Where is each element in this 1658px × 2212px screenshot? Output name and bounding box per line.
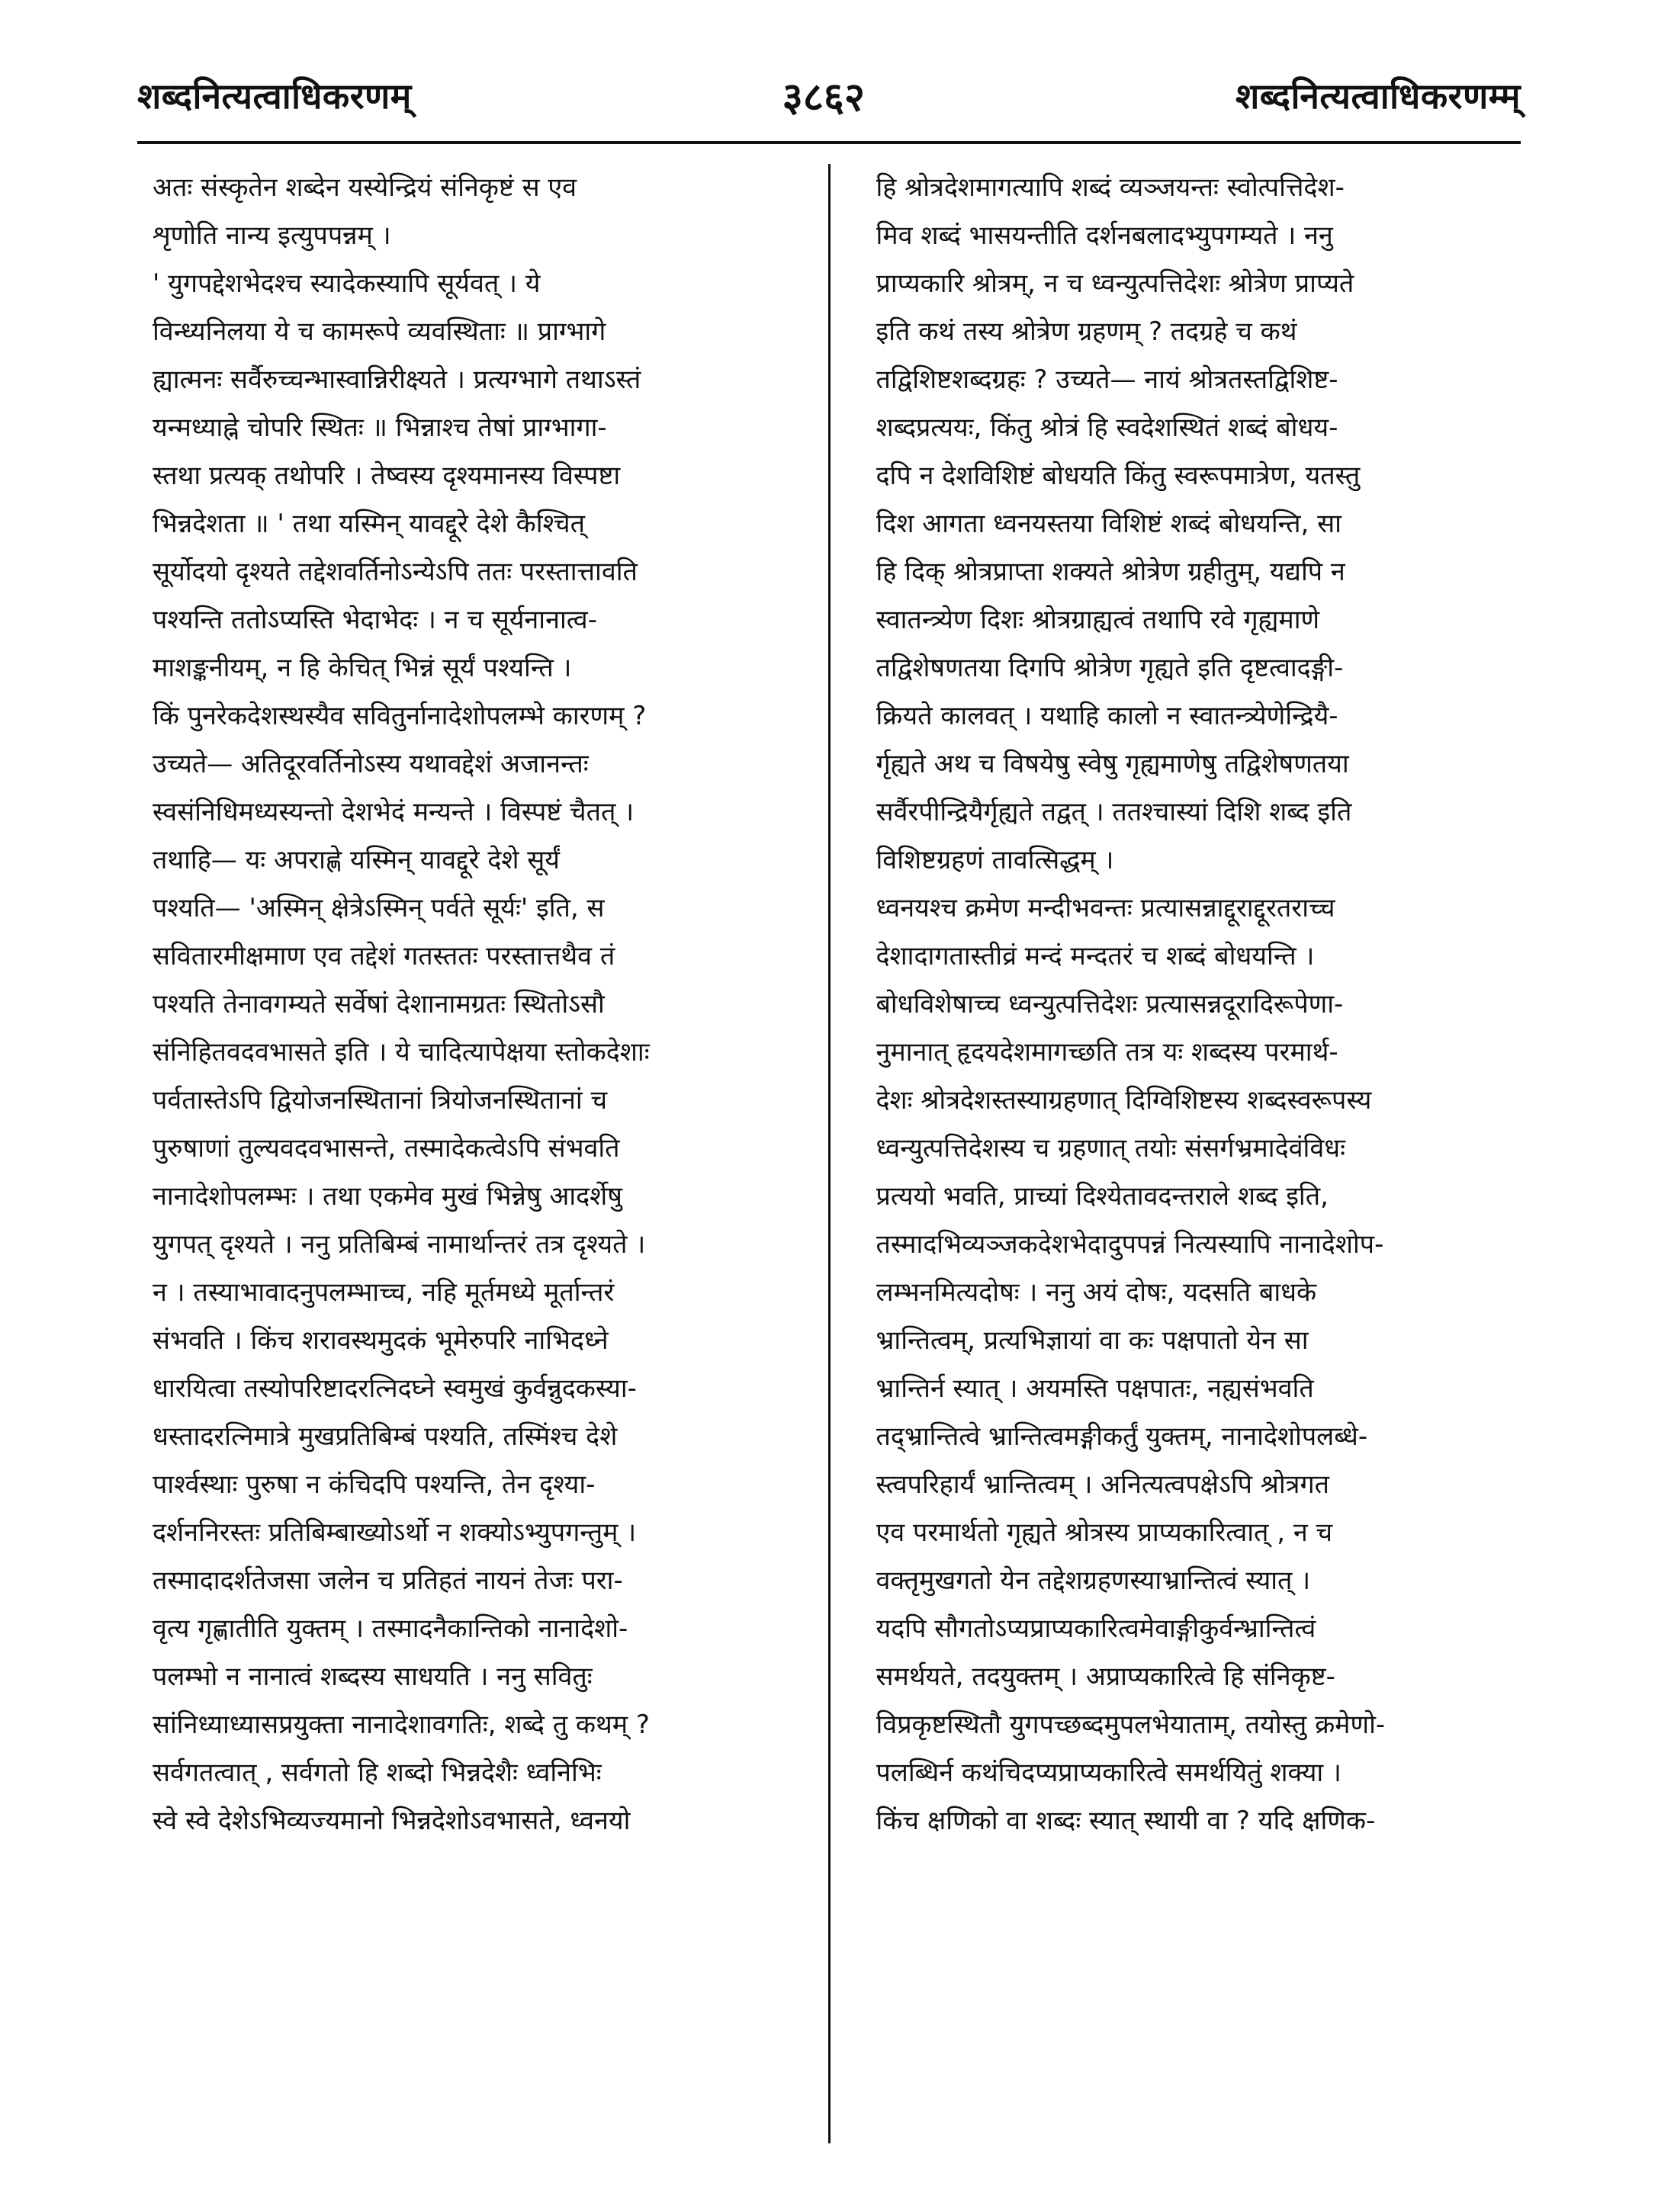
text-line: युगपत् दृश्यते । ननु प्रतिबिम्बं नामार्थान्तरं तत्र दृश्यते ।	[153, 1229, 646, 1260]
text-line: स्वे स्वे देशेऽभिव्यज्यमानो भिन्नदेशोऽवभासते, ध्वनयो	[153, 1806, 631, 1836]
text-line: स्वसंनिधिमध्यस्यन्तो देशभेदं मन्यन्ते । विस्पष्टं चैतत् ।	[153, 797, 635, 827]
text-line: संभवति । किंच शरावस्थमुदकं भूमेरुपरि नाभिदध्ने	[153, 1325, 609, 1356]
text-line: धारयित्वा तस्योपरिष्टादरत्निदघ्ने स्वमुखं कुर्वन्नुदकस्या-	[153, 1373, 637, 1404]
text-line: किं पुनरेकदेशस्थस्यैव सवितुर्नानादेशोपलम्भे कारणम् ?	[153, 701, 647, 731]
text-line: देशादागतास्तीव्रं मन्दं मन्दतरं च शब्दं बोधयन्ति ।	[876, 941, 1315, 971]
text-line: विन्ध्यनिलया ये च कामरूपे व्यवस्थिताः ॥ प्राग्भागे	[153, 316, 606, 347]
text-line: यन्मध्याह्ने चोपरि स्थितः ॥ भिन्नाश्च तेषां प्राग्भागा-	[153, 413, 607, 443]
text-line: समर्थयते, तदयुक्तम् । अप्राप्यकारित्वे हि संनिकृष्ट-	[876, 1661, 1335, 1692]
text-line: स्तथा प्रत्यक् तथोपरि । तेष्वस्य दृश्यमानस्य विस्पष्टा	[153, 461, 621, 491]
text-line: पार्श्वस्थाः पुरुषा न कंचिदपि पश्यन्ति, तेन दृश्या-	[153, 1469, 596, 1500]
text-line: इति कथं तस्य श्रोत्रेण ग्रहणम् ? तदग्रहे च कथं	[876, 316, 1297, 347]
text-line: विशिष्टग्रहणं तावत्सिद्धम् ।	[876, 845, 1114, 875]
text-line: सर्वगतत्वात् , सर्वगतो हि शब्दो भिन्नदेशैः ध्वनिभिः	[153, 1758, 602, 1788]
text-line: बोधविशेषाच्च ध्वन्युत्पत्तिदेशः प्रत्यासन्नदूरादिरूपेणा-	[876, 989, 1344, 1019]
text-line: धस्तादरत्निमात्रे मुखप्रतिबिम्बं पश्यति, तस्मिंश्च देशे	[153, 1421, 618, 1452]
text-line: तद्विशिष्टशब्दग्रहः ? उच्यते— नायं श्रोत्रतस्तद्विशिष्ट-	[876, 364, 1338, 395]
text-line: अतः संस्कृतेन शब्देन यस्येन्द्रियं संनिकृष्टं स एव	[153, 172, 577, 203]
text-line: दिश आगता ध्वनयस्तया विशिष्टं शब्दं बोधयन्ति, सा	[876, 509, 1342, 539]
text-line: वृत्य गृह्णातीति युक्तम् । तस्मादनैकान्तिको नानादेशो-	[153, 1613, 628, 1644]
page-number: ३८६२	[782, 73, 865, 120]
text-line: विप्रकृष्टस्थितौ युगपच्छब्दमुपलभेयाताम्, तयोस्तु क्रमेणो-	[876, 1710, 1386, 1740]
text-line: क्रियते कालवत् । यथाहि कालो न स्वातन्त्र्येणेन्द्रियै-	[876, 701, 1338, 731]
text-line: ' युगपद्देशभेदश्च स्यादेकस्यापि सूर्यवत् । ये	[153, 268, 541, 299]
text-line: तस्मादभिव्यञ्जकदेशभेदादुपपन्नं नित्यस्यापि नानादेशोप-	[876, 1229, 1384, 1260]
text-line: न । तस्याभावादनुपलम्भाच्च, नहि मूर्तमध्ये मूर्तान्तरं	[153, 1277, 615, 1308]
text-line: लम्भनमित्यदोषः । ननु अयं दोषः, यदसति बाधके	[876, 1277, 1317, 1308]
header-rule	[137, 141, 1521, 144]
text-line: शृणोति नान्य इत्युपपन्नम् ।	[153, 220, 391, 251]
text-line: दर्शननिरस्तः प्रतिबिम्बाख्योऽर्थो न शक्योऽभ्युपगन्तुम् ।	[153, 1517, 637, 1548]
text-line: देशः श्रोत्रदेशस्तस्याग्रहणात् दिग्विशिष्टस्य शब्दस्वरूपस्य	[876, 1085, 1372, 1116]
text-line: तद्भ्रान्तित्वे भ्रान्तित्वमङ्गीकर्तुं युक्तम्, नानादेशोपलब्धे-	[876, 1421, 1368, 1452]
text-line: र्गृह्यते अथ च विषयेषु स्वेषु गृह्यमाणेषु तद्विशेषणतया	[876, 749, 1349, 779]
text-line: यदपि सौगतोऽप्यप्राप्यकारित्वमेवाङ्गीकुर्वन्भ्रान्तित्वं	[876, 1613, 1316, 1644]
text-line: माशङ्कनीयम्, न हि केचित् भिन्नं सूर्यं पश्यन्ति ।	[153, 653, 572, 683]
text-line: ध्वनयश्च क्रमेण मन्दीभवन्तः प्रत्यासन्नाद्दूराद्दूरतराच्च	[876, 893, 1335, 923]
text-line: मिव शब्दं भासयन्तीति दर्शनबलादभ्युपगम्यते । ननु	[876, 220, 1333, 251]
text-line: नानादेशोपलम्भः । तथा एकमेव मुखं भिन्नेषु आदर्शेषु	[153, 1181, 622, 1212]
page-header	[137, 53, 1521, 137]
text-line: वक्तृमुखगतो येन तद्देशग्रहणस्याभ्रान्तित्वं स्यात् ।	[876, 1565, 1311, 1596]
text-line: पलब्धिर्न कथंचिदप्यप्राप्यकारित्वे समर्थयितुं शक्या ।	[876, 1758, 1342, 1788]
text-line: प्रत्ययो भवति, प्राच्यां दिश्येतावदन्तराले शब्द इति,	[876, 1181, 1329, 1212]
right-column	[876, 164, 1506, 2143]
text-line: हि श्रोत्रदेशमागत्यापि शब्दं व्यञ्जयन्तः स्वोत्पत्तिदेश-	[876, 172, 1345, 203]
text-line: ह्यात्मनः सर्वैरुच्चन्भास्वान्निरीक्ष्यते । प्रत्यग्भागे तथाऽस्तं	[153, 364, 641, 395]
text-line: पलम्भो न नानात्वं शब्दस्य साधयति । ननु सवितुः	[153, 1661, 593, 1692]
text-line: सूर्योदयो दृश्यते तद्देशवर्तिनोऽन्येऽपि ततः परस्तात्तावति	[153, 557, 638, 587]
text-line: तस्मादादर्शतेजसा जलेन च प्रतिहतं नायनं तेजः परा-	[153, 1565, 623, 1596]
text-line: संनिहितवदवभासते इति । ये चादित्यापेक्षया स्तोकदेशाः	[153, 1037, 650, 1067]
text-line: पर्वतास्तेऽपि द्वियोजनस्थितानां त्रियोजनस्थितानां च	[153, 1085, 608, 1116]
running-title-left: शब्दनित्यत्वाधिकरणम्	[137, 75, 412, 117]
text-line: उच्यते— अतिदूरवर्तिनोऽस्य यथावद्देशं अजानन्तः	[153, 749, 589, 779]
text-line: स्वातन्त्र्येण दिशः श्रोत्रग्राह्यत्वं तथापि रवे गृह्यमाणे	[876, 605, 1320, 635]
text-line: पश्यति तेनावगम्यते सर्वेषां देशानामग्रतः स्थितोऽसौ	[153, 989, 605, 1019]
text-line: ध्वन्युत्पत्तिदेशस्य च ग्रहणात् तयोः संसर्गभ्रमादेवंविधः	[876, 1133, 1346, 1164]
running-title-right: शब्दनित्यत्वाधिकरणम्म्	[1235, 75, 1521, 117]
text-line: सवितारमीक्षमाण एव तद्देशं गतस्ततः परस्तात्तथैव तं	[153, 941, 615, 971]
text-line: पुरुषाणां तुल्यवदवभासन्ते, तस्मादेकत्वेऽपि संभवति	[153, 1133, 620, 1164]
text-line: भ्रान्तिर्न स्यात् । अयमस्ति पक्षपातः, नह्यसंभवति	[876, 1373, 1314, 1404]
column-divider	[828, 164, 831, 2143]
text-line: तद्विशेषणतया दिगपि श्रोत्रेण गृह्यते इति दृष्टत्वादङ्गी-	[876, 653, 1344, 683]
text-line: दपि न देशविशिष्टं बोधयति किंतु स्वरूपमात्रेण, यतस्तु	[876, 461, 1361, 491]
text-line: तथाहि— यः अपराह्णे यस्मिन् यावद्दूरे देशे सूर्यं	[153, 845, 561, 875]
text-line: भ्रान्तित्वम्, प्रत्यभिज्ञायां वा कः पक्षपातो येन सा	[876, 1325, 1309, 1356]
text-line: पश्यति— 'अस्मिन् क्षेत्रेऽस्मिन् पर्वते सूर्यः' इति, स	[153, 893, 605, 923]
text-line: स्त्वपरिहार्यं भ्रान्तित्वम् । अनित्यत्वपक्षेऽपि श्रोत्रगत	[876, 1469, 1329, 1500]
text-line: किंच क्षणिको वा शब्दः स्यात् स्थायी वा ? यदि क्षणिक-	[876, 1806, 1376, 1836]
text-line: सांनिध्याध्यासप्रयुक्ता नानादेशावगतिः, शब्दे तु कथम् ?	[153, 1710, 650, 1740]
text-line: प्राप्यकारि श्रोत्रम्, न च ध्वन्युत्पत्तिदेशः श्रोत्रेण प्राप्यते	[876, 268, 1354, 299]
text-line: भिन्नदेशता ॥ ' तथा यस्मिन् यावद्दूरे देशे कैश्चित्	[153, 509, 585, 539]
text-line: शब्दप्रत्ययः, किंतु श्रोत्रं हि स्वदेशस्थितं शब्दं बोधय-	[876, 413, 1338, 443]
text-line: हि दिक् श्रोत्रप्राप्ता शक्यते श्रोत्रेण ग्रहीतुम्, यद्यपि न	[876, 557, 1345, 587]
text-line: नुमानात् हृदयदेशमागच्छति तत्र यः शब्दस्य परमार्थ-	[876, 1037, 1338, 1067]
text-line: पश्यन्ति ततोऽप्यस्ति भेदाभेदः । न च सूर्यनानात्व-	[153, 605, 597, 635]
text-line: एव परमार्थतो गृह्यते श्रोत्रस्य प्राप्यकारित्वात् , न च	[876, 1517, 1333, 1548]
left-column	[153, 164, 782, 2143]
text-body	[153, 164, 1505, 2143]
text-line: सर्वैरपीन्द्रियैर्गृह्यते तद्वत् । ततश्चास्यां दिशि शब्द इति	[876, 797, 1352, 827]
